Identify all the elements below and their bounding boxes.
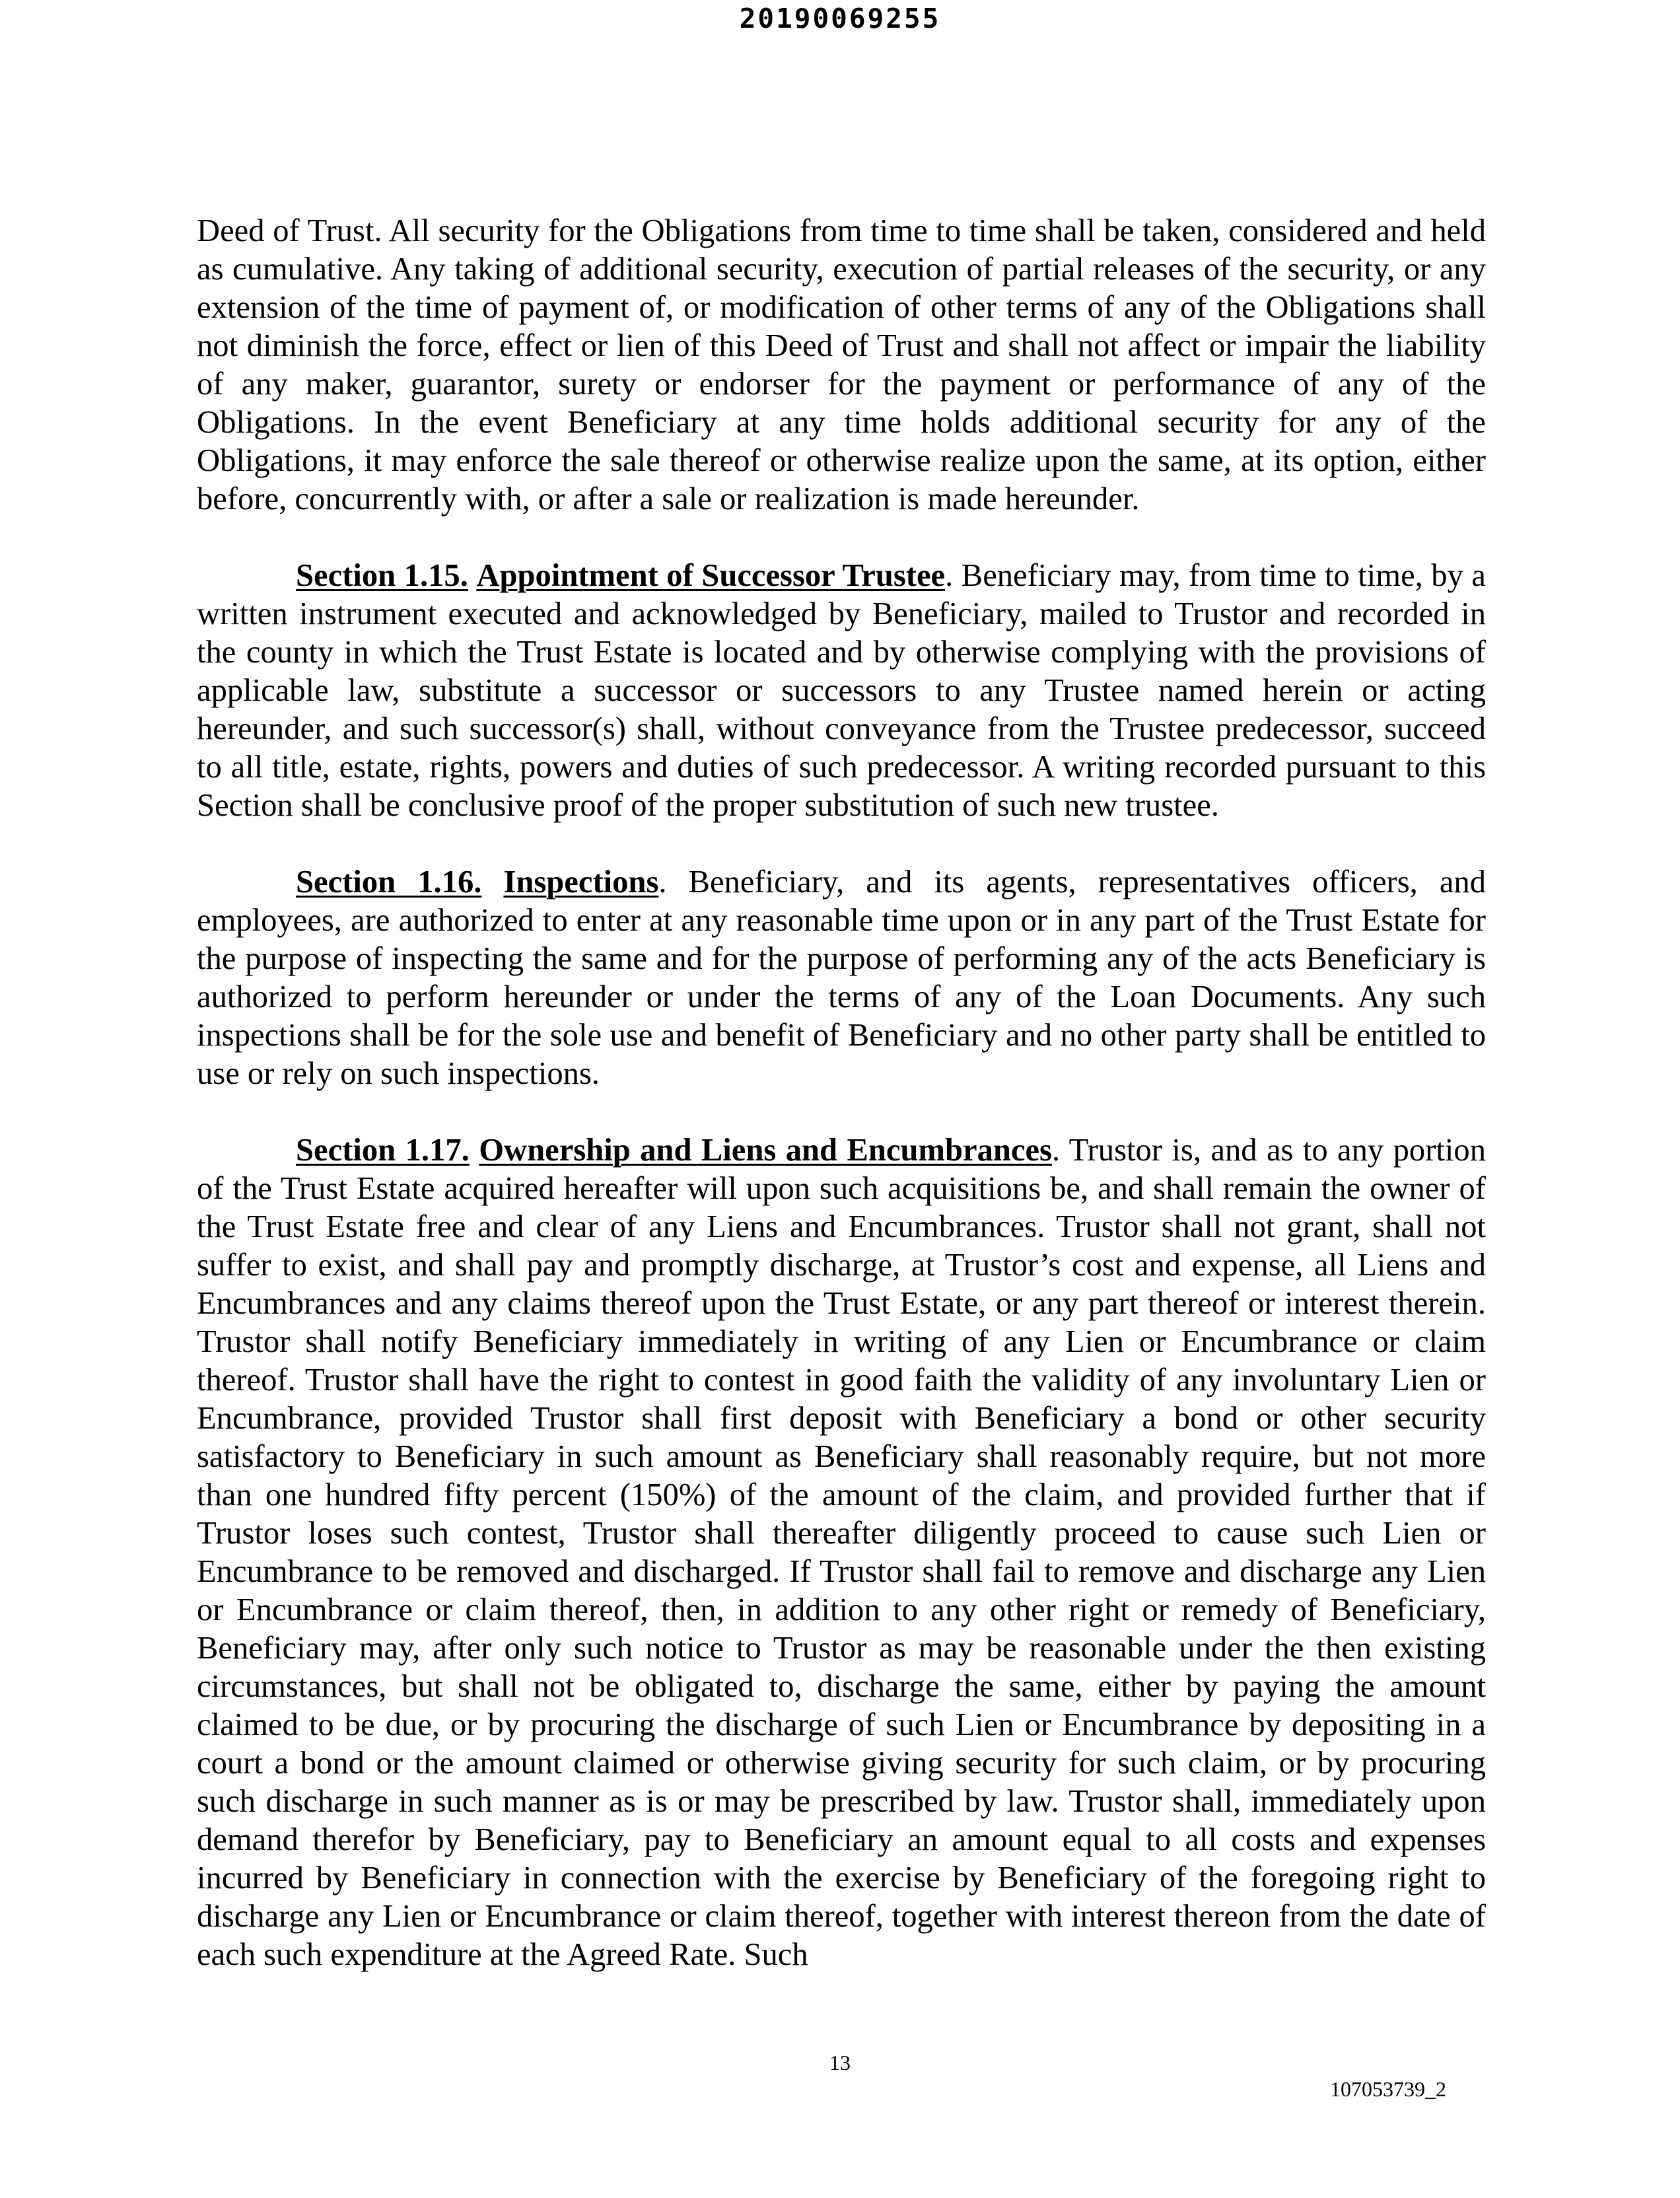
page-number: 13 <box>829 2051 851 2074</box>
section-text: . Trustor is, and as to any portion of the Trust Estate acquired hereafter will upon such acquisitions be, and shall remain the owner of the Trust Estate free and clear of any Liens and Encumbrances. Trustor shall not grant, shall not suffer to exist, and shall pay and promptly discharge, at Trustor’s cost and expense, all Liens and Encumbrances and any claims thereof upon the Trust Estate, or any part thereof or interest therein. Trustor shall notify Beneficiary immediately in writing of any Lien or Encumbrance or claim thereof. Trustor shall have the right to contest in good faith the validity of any involuntary Lien or Encumbrance, provided Trustor shall first deposit with Beneficiary a bond or other security satisfactory to Beneficiary in such amount as Beneficiary shall reasonably require, but not more than one hundred fifty percent (150%) of the amount of the claim, and provided further that if Trustor loses such contest, Trustor shall thereafter diligently proceed to cause such Lien or Encumbrance to be removed and discharged. If Trustor shall fail to remove and discharge any Lien or Encumbrance or claim thereof, then, in addition to any other right or remedy of Beneficiary, Beneficiary may, after only such notice to Trustor as may be reasonable under the then existing circumstances, but shall not be obligated to, discharge the same, either by paying the amount claimed to be due, or by procuring the discharge of such Lien or Encumbrance by depositing in a court a bond or the amount claimed or otherwise giving security for such claim, or by procuring such discharge in such manner as is or may be prescribed by law. Trustor shall, immediately upon demand therefor by Beneficiary, pay to Beneficiary an amount equal to all costs and expenses incurred by Beneficiary in connection with the exercise by Beneficiary of the foregoing right to discharge any Lien or Encumbrance or claim thereof, together with interest thereon from the date of each such expenditure at the Agreed Rate. Such <box>197 1132 1487 1972</box>
section-number: Section 1.17. <box>296 1132 470 1168</box>
section-text: . Beneficiary, and its agents, representatives officers, and employees, are authorized to enter at any reasonable time upon or in any part of the Trust Estate for the purpose of inspecting the same and for the purpose of performing any of the acts Beneficiary is authorized to perform hereunder or under the terms of any of the Loan Documents. Any such inspections shall be for the sole use and benefit of Beneficiary and no other party shall be entitled to use or rely on such inspections. <box>197 864 1486 1091</box>
section-title: Ownership and Liens and Encumbrances <box>479 1132 1052 1168</box>
section-1-15 <box>197 556 1486 824</box>
recording-number: 20190069255 <box>739 3 941 34</box>
paragraph-continuation: Deed of Trust. All security for the Obligations from time to time shall be taken, considered and held as cumulative. Any taking of additional security, execution of partial releases of the security, or any extension of the time of payment of, or modification of other terms of any of the Obligations shall not diminish the force, effect or lien of this Deed of Trust and shall not affect or impair the liability of any maker, guarantor, surety or endorser for the payment or performance of any of the Obligations. In the event Beneficiary at any time holds additional security for any of the Obligations, it may enforce the sale thereof or otherwise realize upon the same, at its option, either before, concurrently with, or after a sale or realization is made hereunder. <box>197 213 1486 516</box>
document-body <box>197 211 1486 2012</box>
section-1-17 <box>197 1131 1486 1973</box>
section-1-16 <box>197 863 1486 1092</box>
section-title: Appointment of Successor Trustee <box>476 557 946 593</box>
document-id: 107053739_2 <box>1330 2077 1446 2101</box>
section-title: Inspections <box>503 864 659 900</box>
section-text: . Beneficiary may, from time to time, by a written instrument executed and acknowledged by Beneficiary, mailed to Trustor and recorded in the county in which the Trust Estate is located and by otherwise complying with the provisions of applicable law, substitute a successor or successors to any Trustee named herein or acting hereunder, and such successor(s) shall, without conveyance from the Trustee predecessor, succeed to all title, estate, rights, powers and duties of such predecessor. A writing recorded pursuant to this Section shall be conclusive proof of the proper substitution of such new trustee. <box>197 557 1486 823</box>
section-number: Section 1.15. <box>296 557 468 593</box>
section-number: Section 1.16. <box>296 864 482 900</box>
